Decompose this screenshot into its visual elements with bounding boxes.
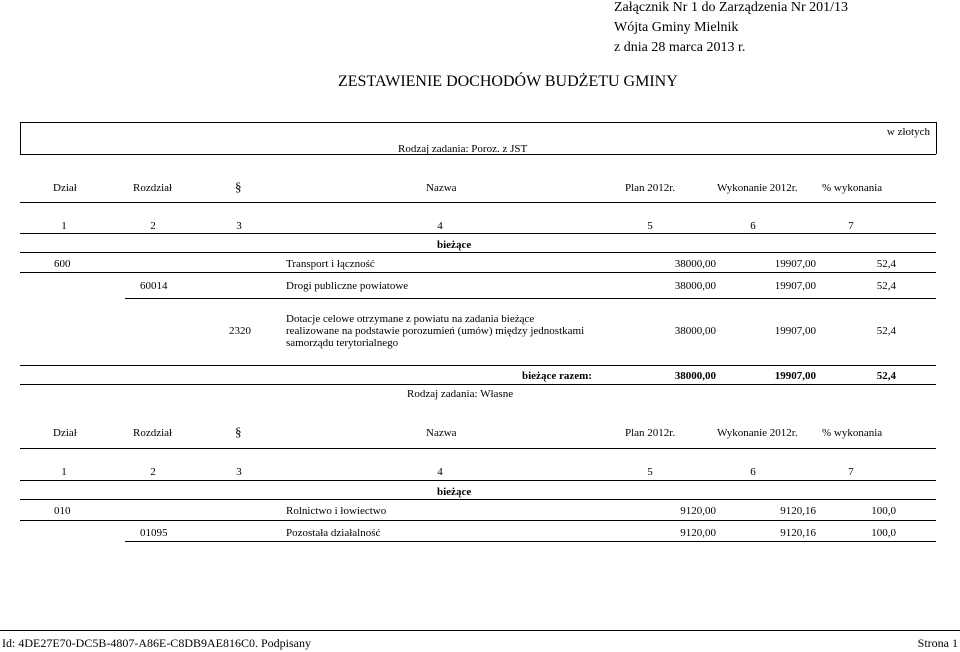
issuer-line: Wójta Gminy Mielnik <box>614 20 739 35</box>
row-wykonanie: 19907,00 <box>774 258 816 270</box>
date-line: z dnia 28 marca 2013 r. <box>614 40 746 55</box>
task-type-label: Rodzaj zadania: Poroz. z JST <box>398 143 528 155</box>
col-number: 1 <box>61 466 67 478</box>
col-nazwa: Nazwa <box>426 427 457 439</box>
row-wykonanie: 9120,16 <box>780 527 816 539</box>
divider <box>20 365 936 366</box>
col-nazwa: Nazwa <box>426 182 457 194</box>
col-plan: Plan 2012r. <box>625 427 676 439</box>
col-procent: % wykonania <box>822 182 883 194</box>
col-number: 1 <box>61 220 67 232</box>
row-nazwa: Drogi publiczne powiatowe <box>286 280 409 292</box>
row-plan: 9120,00 <box>680 505 716 517</box>
col-number: 6 <box>750 466 756 478</box>
col-number: 7 <box>848 220 854 232</box>
row-plan: 38000,00 <box>674 280 716 292</box>
row-procent: 100,0 <box>871 505 896 517</box>
total-plan: 38000,00 <box>674 370 716 382</box>
divider <box>20 480 936 481</box>
section-subheading: bieżące <box>437 486 472 498</box>
col-number: 5 <box>647 466 653 478</box>
col-number: 4 <box>437 466 443 478</box>
col-number: 2 <box>150 220 156 232</box>
col-number: 7 <box>848 466 854 478</box>
unit-label: w złotych <box>886 126 930 138</box>
row-nazwa: Transport i łączność <box>286 258 375 270</box>
col-dzial: Dział <box>53 427 77 439</box>
divider <box>20 122 21 154</box>
col-paragraph: § <box>235 424 242 439</box>
row-wykonanie: 19907,00 <box>774 280 816 292</box>
task-type-label: Rodzaj zadania: Własne <box>407 388 514 400</box>
row-wykonanie: 9120,16 <box>780 505 816 517</box>
row-procent: 52,4 <box>876 325 896 337</box>
divider <box>20 520 936 521</box>
row-plan: 38000,00 <box>674 325 716 337</box>
row-procent: 100,0 <box>871 527 896 539</box>
row-rozdzial: 60014 <box>140 280 168 292</box>
col-rozdzial: Rozdział <box>133 182 173 194</box>
row-procent: 52,4 <box>876 258 896 270</box>
divider <box>20 499 936 500</box>
page-number: Strona 1 <box>917 636 958 650</box>
divider <box>20 233 936 234</box>
document-id: Id: 4DE27E70-DC5B-4807-A86E-C8DB9AE816C0. Podpisany <box>2 636 311 650</box>
divider <box>20 384 936 385</box>
row-procent: 52,4 <box>876 280 896 292</box>
row-nazwa: Pozostała działalność <box>286 527 381 539</box>
row-plan: 38000,00 <box>674 258 716 270</box>
total-wykonanie: 19907,00 <box>774 370 816 382</box>
row-nazwa: Dotacje celowe otrzymane z powiatu na zadania bieżące realizowane na podstawie porozumień (umów) między jednostkami samorządu terytorialnego <box>286 313 585 349</box>
divider <box>20 122 936 123</box>
col-number: 5 <box>647 220 653 232</box>
row-dzial: 600 <box>54 258 71 270</box>
col-procent: % wykonania <box>822 427 883 439</box>
total-procent: 52,4 <box>876 370 896 382</box>
col-number: 6 <box>750 220 756 232</box>
col-wykonanie: Wykonanie 2012r. <box>717 427 798 439</box>
divider <box>20 448 936 449</box>
divider <box>20 252 936 253</box>
col-plan: Plan 2012r. <box>625 182 676 194</box>
divider <box>20 272 936 273</box>
divider <box>125 298 936 299</box>
row-rozdzial: 01095 <box>140 527 168 539</box>
row-dzial: 010 <box>54 505 71 517</box>
divider <box>936 122 937 154</box>
row-wykonanie: 19907,00 <box>774 325 816 337</box>
col-number: 3 <box>236 220 242 232</box>
row-paragraf: 2320 <box>229 325 251 337</box>
col-number: 2 <box>150 466 156 478</box>
section-subheading: bieżące <box>437 239 472 251</box>
col-paragraph: § <box>235 179 242 194</box>
col-number: 3 <box>236 466 242 478</box>
col-wykonanie: Wykonanie 2012r. <box>717 182 798 194</box>
total-label: bieżące razem: <box>522 370 592 382</box>
divider <box>20 202 936 203</box>
attachment-line: Załącznik Nr 1 do Zarządzenia Nr 201/13 <box>614 0 849 15</box>
page-title: ZESTAWIENIE DOCHODÓW BUDŻETU GMINY <box>338 73 678 90</box>
col-rozdzial: Rozdział <box>133 427 173 439</box>
col-dzial: Dział <box>53 182 77 194</box>
divider <box>125 541 936 542</box>
footer-divider <box>0 630 960 631</box>
row-plan: 9120,00 <box>680 527 716 539</box>
row-nazwa: Rolnictwo i łowiectwo <box>286 505 387 517</box>
col-number: 4 <box>437 220 443 232</box>
